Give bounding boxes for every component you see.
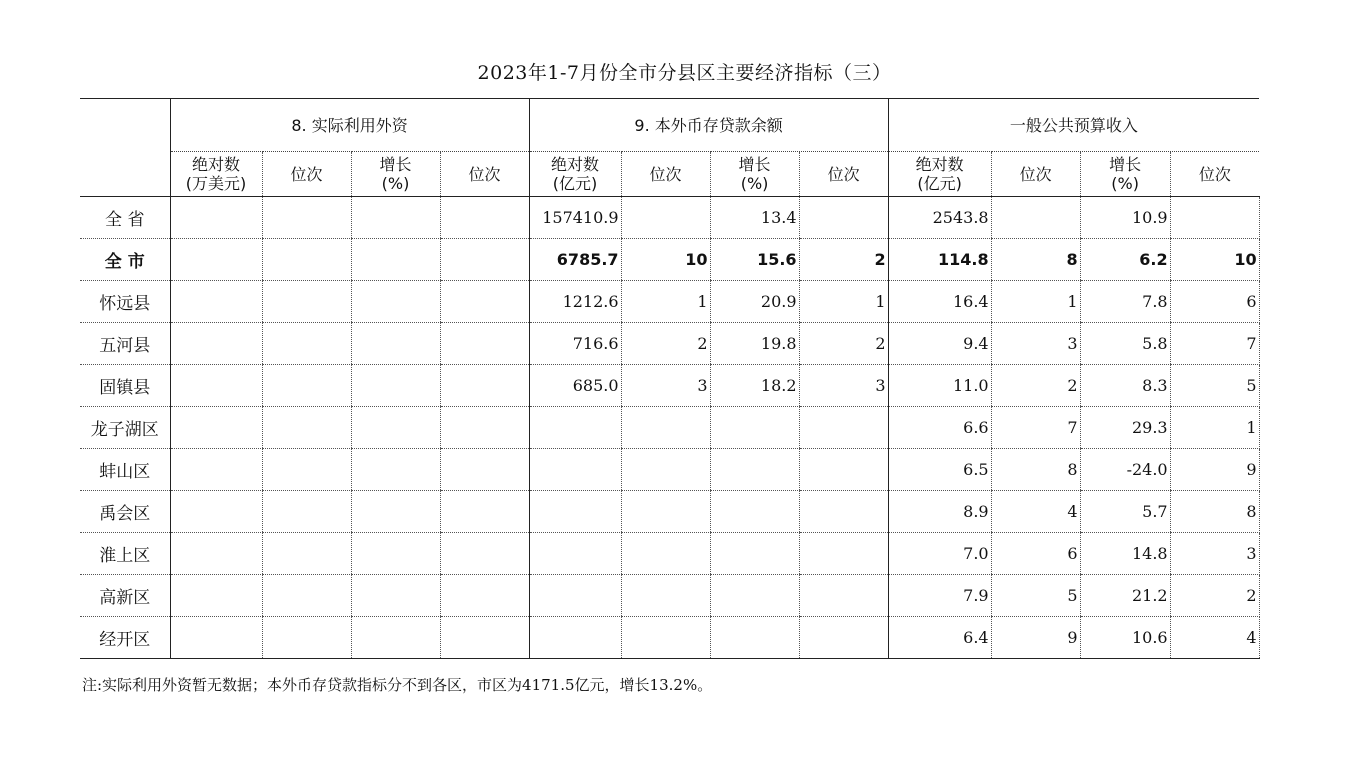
table-cell: -24.0 <box>1080 449 1170 491</box>
table-cell <box>621 407 710 449</box>
table-cell <box>710 407 799 449</box>
table-cell <box>440 239 529 281</box>
table-cell <box>170 533 262 575</box>
table-cell: 2 <box>621 323 710 365</box>
table-cell <box>170 575 262 617</box>
table-row <box>80 617 1259 659</box>
table-cell: 9 <box>991 617 1080 659</box>
table-cell: 1 <box>799 281 888 323</box>
table-cell <box>262 407 351 449</box>
col-header-growth: 增长 (%) <box>351 152 440 197</box>
table-cell <box>170 239 262 281</box>
table-cell: 157410.9 <box>529 197 621 239</box>
table-cell: 2 <box>1170 575 1259 617</box>
col-header-growth: 增长 (%) <box>1080 152 1170 197</box>
table-cell: 9.4 <box>888 323 991 365</box>
row-label: 怀远县 <box>80 281 170 323</box>
table-cell <box>351 617 440 659</box>
table-cell <box>262 197 351 239</box>
table-cell <box>799 617 888 659</box>
table-cell: 716.6 <box>529 323 621 365</box>
table-cell: 7.8 <box>1080 281 1170 323</box>
table-cell: 1 <box>621 281 710 323</box>
row-label: 龙子湖区 <box>80 407 170 449</box>
col-header-growth: 增长 (%) <box>710 152 799 197</box>
table-cell: 8 <box>1170 491 1259 533</box>
table-cell <box>170 365 262 407</box>
table-cell: 3 <box>1170 533 1259 575</box>
table-cell: 6.2 <box>1080 239 1170 281</box>
corner-cell <box>80 99 170 197</box>
col-header-absolute: 绝对数 (万美元) <box>170 152 262 197</box>
table-cell: 4 <box>1170 617 1259 659</box>
col-header-rank: 位次 <box>1170 152 1259 197</box>
col-header-absolute: 绝对数 (亿元) <box>529 152 621 197</box>
table-cell: 5 <box>1170 365 1259 407</box>
table-cell: 5.8 <box>1080 323 1170 365</box>
table-cell <box>351 575 440 617</box>
table-cell <box>621 575 710 617</box>
col-header-rank: 位次 <box>440 152 529 197</box>
table-cell: 3 <box>991 323 1080 365</box>
table-cell <box>440 449 529 491</box>
table-cell: 9 <box>1170 449 1259 491</box>
table-cell: 7.0 <box>888 533 991 575</box>
table-cell <box>170 617 262 659</box>
table-cell: 6.4 <box>888 617 991 659</box>
col-header-rank: 位次 <box>991 152 1080 197</box>
table-cell <box>351 449 440 491</box>
table-cell: 2543.8 <box>888 197 991 239</box>
table-cell <box>440 197 529 239</box>
table-cell <box>262 323 351 365</box>
table-cell: 6 <box>991 533 1080 575</box>
table-cell: 3 <box>621 365 710 407</box>
table-cell: 6.5 <box>888 449 991 491</box>
table-cell <box>262 533 351 575</box>
table-cell <box>440 491 529 533</box>
table-cell <box>262 491 351 533</box>
table-cell <box>351 323 440 365</box>
table-cell <box>440 617 529 659</box>
table-body <box>80 197 1259 659</box>
row-label: 五河县 <box>80 323 170 365</box>
sub-header-row <box>80 152 1259 197</box>
table-cell: 8 <box>991 449 1080 491</box>
table-cell <box>170 491 262 533</box>
table-row <box>80 449 1259 491</box>
table-cell: 6785.7 <box>529 239 621 281</box>
table-cell <box>440 575 529 617</box>
table-cell <box>710 533 799 575</box>
table-row <box>80 407 1259 449</box>
table-cell <box>710 575 799 617</box>
table-cell: 1 <box>991 281 1080 323</box>
table-cell: 1 <box>1170 407 1259 449</box>
row-label: 全 市 <box>80 239 170 281</box>
row-label: 经开区 <box>80 617 170 659</box>
table-cell <box>529 491 621 533</box>
table-cell <box>440 365 529 407</box>
table-cell <box>621 533 710 575</box>
table-cell <box>529 449 621 491</box>
table-row <box>80 491 1259 533</box>
table-cell <box>529 407 621 449</box>
table-row <box>80 365 1259 407</box>
table-row <box>80 239 1259 281</box>
table-cell <box>529 575 621 617</box>
row-label: 蚌山区 <box>80 449 170 491</box>
table-cell <box>799 449 888 491</box>
table-cell <box>170 407 262 449</box>
table-cell <box>799 491 888 533</box>
table-row <box>80 197 1259 239</box>
table-cell: 8.9 <box>888 491 991 533</box>
group-header-foreign-investment: 8. 实际利用外资 <box>170 99 529 152</box>
table-cell <box>529 617 621 659</box>
table-cell: 10.6 <box>1080 617 1170 659</box>
table-cell <box>351 533 440 575</box>
table-cell: 29.3 <box>1080 407 1170 449</box>
row-label: 固镇县 <box>80 365 170 407</box>
table-cell <box>351 491 440 533</box>
table-cell: 21.2 <box>1080 575 1170 617</box>
indicator-table <box>80 98 1260 659</box>
table-cell <box>262 365 351 407</box>
table-cell <box>351 407 440 449</box>
table-cell <box>262 617 351 659</box>
table-cell: 2 <box>799 239 888 281</box>
table-cell: 2 <box>799 323 888 365</box>
table-cell: 20.9 <box>710 281 799 323</box>
table-cell: 7 <box>991 407 1080 449</box>
table-cell: 19.8 <box>710 323 799 365</box>
table-cell: 7.9 <box>888 575 991 617</box>
table-cell <box>1170 197 1259 239</box>
table-cell: 10 <box>1170 239 1259 281</box>
table-cell: 16.4 <box>888 281 991 323</box>
table-row <box>80 533 1259 575</box>
table-cell: 8 <box>991 239 1080 281</box>
table-cell <box>799 575 888 617</box>
table-cell: 685.0 <box>529 365 621 407</box>
table-cell <box>351 239 440 281</box>
table-cell: 10 <box>621 239 710 281</box>
table-cell <box>799 533 888 575</box>
page-title: 2023年1-7月份全市分县区主要经济指标（三） <box>477 62 892 84</box>
table-cell <box>351 281 440 323</box>
row-label: 淮上区 <box>80 533 170 575</box>
table-cell <box>621 449 710 491</box>
table-cell <box>799 197 888 239</box>
table-cell <box>262 575 351 617</box>
row-label: 禹会区 <box>80 491 170 533</box>
table-cell: 7 <box>1170 323 1259 365</box>
table-cell: 8.3 <box>1080 365 1170 407</box>
table-cell <box>262 239 351 281</box>
table-cell: 114.8 <box>888 239 991 281</box>
table-row <box>80 323 1259 365</box>
table-cell <box>351 197 440 239</box>
group-header-row <box>80 99 1259 152</box>
table-cell <box>262 449 351 491</box>
table-cell: 5.7 <box>1080 491 1170 533</box>
table-cell <box>170 323 262 365</box>
table-cell: 5 <box>991 575 1080 617</box>
table-cell: 6 <box>1170 281 1259 323</box>
table-cell <box>170 449 262 491</box>
table-cell <box>710 449 799 491</box>
table-cell <box>262 281 351 323</box>
table-cell <box>991 197 1080 239</box>
col-header-rank: 位次 <box>621 152 710 197</box>
table-cell: 1212.6 <box>529 281 621 323</box>
col-header-rank: 位次 <box>262 152 351 197</box>
row-label: 全 省 <box>80 197 170 239</box>
table-cell <box>170 197 262 239</box>
table-cell <box>440 323 529 365</box>
table-cell <box>621 491 710 533</box>
table-cell <box>621 617 710 659</box>
table-cell: 4 <box>991 491 1080 533</box>
table-cell: 18.2 <box>710 365 799 407</box>
table-row <box>80 281 1259 323</box>
table-cell <box>440 407 529 449</box>
table-cell <box>440 281 529 323</box>
table-cell <box>170 281 262 323</box>
table-cell <box>440 533 529 575</box>
footnote: 注:实际利用外资暂无数据；本外币存贷款指标分不到各区，市区为4171.5亿元，增长13.2%。 <box>82 676 713 694</box>
table-cell <box>710 491 799 533</box>
table-cell: 2 <box>991 365 1080 407</box>
group-header-budget-revenue: 一般公共预算收入 <box>888 99 1259 152</box>
table-cell: 15.6 <box>710 239 799 281</box>
table-cell: 6.6 <box>888 407 991 449</box>
row-label: 高新区 <box>80 575 170 617</box>
table-cell <box>529 533 621 575</box>
table-cell: 13.4 <box>710 197 799 239</box>
table-cell: 10.9 <box>1080 197 1170 239</box>
col-header-absolute: 绝对数 (亿元) <box>888 152 991 197</box>
table-cell <box>710 617 799 659</box>
table-cell: 11.0 <box>888 365 991 407</box>
table-row <box>80 575 1259 617</box>
table-cell: 14.8 <box>1080 533 1170 575</box>
group-header-deposits-loans: 9. 本外币存贷款余额 <box>529 99 888 152</box>
table-cell <box>351 365 440 407</box>
table-cell <box>621 197 710 239</box>
table-cell: 3 <box>799 365 888 407</box>
table-cell <box>799 407 888 449</box>
col-header-rank: 位次 <box>799 152 888 197</box>
